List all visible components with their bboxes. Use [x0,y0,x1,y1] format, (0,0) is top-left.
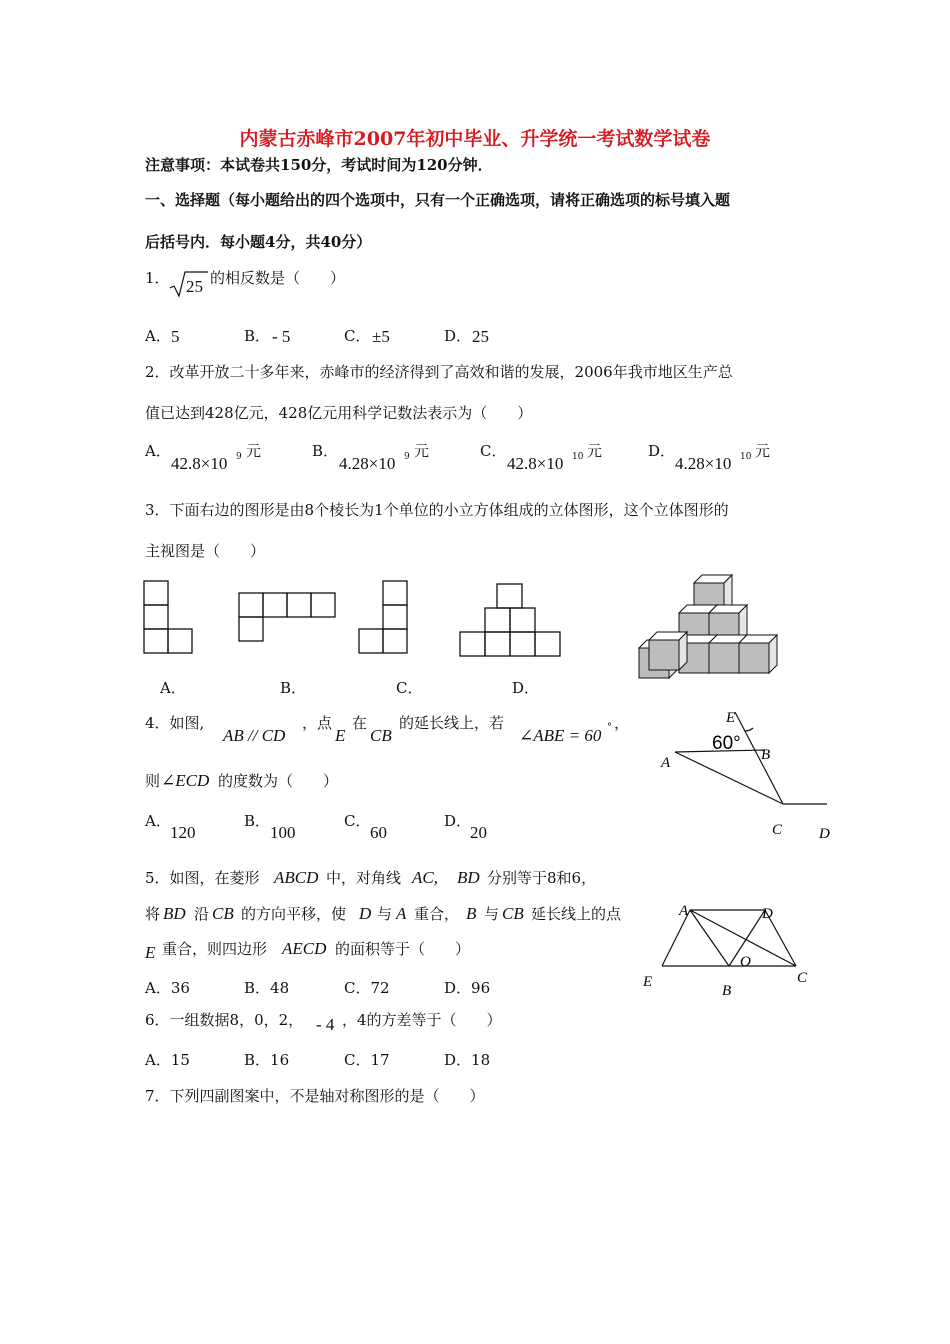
q3-option-a-label: A． [160,679,186,697]
q5-ac: AC, [412,868,438,887]
q3-option-a-figure [143,580,203,660]
q6-option-d: D．18 [444,1051,491,1069]
q3-option-c-figure [358,580,418,660]
q5-line2-e: 重合， [414,905,460,923]
q4-option-a-value: 120 [170,823,196,842]
q6-option-a: A．15 [145,1051,190,1069]
q5-e: E [145,943,156,962]
q3-option-d-label: D． [512,679,540,697]
q5-aecd: AECD [282,939,327,958]
q5-rhombus-figure [640,898,820,998]
q4-text-5: ， [614,714,630,732]
q4-degree: ° [607,722,612,733]
q6-negative: - 4 [316,1015,335,1034]
q6-text-a: 6．一组数据8，0，2， [145,1011,304,1029]
q2-line2: 值已达到428亿元，428亿元用科学记数法表示为（ ） [145,404,533,422]
q1-option-a-letter: A． [145,327,171,345]
q5-line2-f: 与 [484,905,500,923]
q4-fig-label-c: C [772,822,783,838]
q4-option-a-letter: A． [145,812,171,830]
q4-fig-label-a: A [661,755,671,771]
q5-cb2: CB [502,904,524,923]
q4-fig-label-d: D [819,826,830,842]
q5-fig-label-e: E [643,974,653,990]
q4-line2-b: 的度数为（ ） [218,772,339,790]
q4-fig-label-e: E [726,710,736,726]
q2-option-b-letter: B． [312,442,339,460]
q4-prefix: 4．如图, [145,714,205,732]
q4-option-d-letter: D． [444,812,472,830]
q2-option-a-base: 42.8×10 [171,454,228,473]
q5-a: A [396,904,407,923]
q4-text-2: ，点 [302,714,333,732]
q1-option-d-value: 25 [472,327,489,346]
q5-option-b: B．48 [244,979,290,997]
q5-fig-label-b: B [722,983,732,999]
q1-text: 的相反数是（ ） [210,269,346,287]
q4-option-b-value: 100 [270,823,296,842]
q2-line1: 2．改革开放二十多年来，赤峰市的经济得到了高效和谐的发展，2006年我市地区生产总 [145,363,733,381]
q4-option-d-value: 20 [470,823,487,842]
q5-fig-label-a: A [679,903,689,919]
section1-line1: 一、选择题（每小题给出的四个选项中，只有一个正确选项，请将正确选项的标号填入题 [145,191,731,209]
q2-option-b-exp: 9 [404,452,410,462]
q4-text-4: 的延长线上，若 [399,714,505,732]
q2-option-a-letter: A． [145,442,171,460]
q2-option-a-unit: 元 [246,442,262,460]
q3-line2: 主视图是（ ） [145,542,266,560]
q2-option-d-base: 4.28×10 [675,454,732,473]
q4-ask-angle: ∠ECD [161,771,210,790]
q3-line1: 3．下面右边的图形是由8个棱长为1个单位的小立方体组成的立体图形，这个立体图形的 [145,501,729,519]
q4-angle: ∠ABE = 60 [519,726,602,745]
q4-text-3: 在 [352,714,368,732]
notice: 注意事项：本试卷共150分，考试时间为120分钟． [145,156,493,174]
q5-line3-b: 的面积等于（ ） [335,940,471,958]
q4-geometry-figure [655,710,855,840]
q5-abcd: ABCD [274,868,319,887]
q2-option-a-exp: 9 [236,452,242,462]
q1-option-b-value: - 5 [272,327,291,346]
q6-option-b: B．16 [244,1051,290,1069]
q3-option-b-label: B． [280,679,307,697]
q5-bd2: BD [163,904,186,923]
q5-line1-c: 分别等于8和6， [487,869,597,887]
q3-option-b-figure [238,592,348,652]
q1-option-c-letter: C． [344,327,371,345]
page-title: 内蒙古赤峰市2007年初中毕业、升学统一考试数学试卷 [239,128,711,150]
q5-line2-b: 沿 [194,905,210,923]
q5-fig-label-c: C [797,970,808,986]
q2-option-c-base: 42.8×10 [507,454,564,473]
q5-line1-a: 5．如图，在菱形 [145,869,260,887]
q2-option-b-unit: 元 [414,442,430,460]
q3-cube-figure [639,570,789,685]
q2-option-d-unit: 元 [755,442,771,460]
q2-option-d-exp: 10 [740,452,752,462]
q2-option-b-base: 4.28×10 [339,454,396,473]
q5-line3-a: 重合，则四边形 [162,940,268,958]
q2-option-c-letter: C． [480,442,507,460]
q6-option-c: C．17 [344,1051,390,1069]
q4-parallel: AB // CD [223,726,286,745]
q4-option-c-value: 60 [370,823,387,842]
q4-option-c-letter: C． [344,812,371,830]
q6-text-b: ，4的方差等于（ ） [342,1011,502,1029]
q1-option-a-value: 5 [171,327,180,346]
q2-option-d-letter: D． [648,442,676,460]
q4-line2-a: 则 [145,772,161,790]
q5-line2-g: 延长线上的点 [531,905,622,923]
q5-fig-label-o: O [740,954,751,970]
q2-option-c-unit: 元 [587,442,603,460]
q5-line2-c: 的方向平移，使 [241,905,347,923]
q4-point-e: E [335,726,346,745]
q5-option-a: A．36 [145,979,190,997]
q5-d: D [359,904,372,923]
q3-option-d-figure [459,583,569,663]
q4-option-b-letter: B． [244,812,271,830]
q4-line-cb: CB [370,726,392,745]
q5-bd: BD [457,868,480,887]
q5-cb: CB [212,904,234,923]
q1-option-c-value: ±5 [372,327,390,346]
q5-line2-d: 与 [377,905,393,923]
q3-option-c-label: C． [396,679,423,697]
q1-option-d-letter: D． [444,327,472,345]
q1-radicand: 25 [186,277,203,296]
q1-number: 1． [145,269,170,287]
q5-option-c: C．72 [344,979,390,997]
q5-fig-label-d: D [762,906,773,922]
q2-option-c-exp: 10 [572,452,584,462]
q5-option-d: D．96 [444,979,491,997]
q7-text: 7．下列四副图案中，不是轴对称图形的是（ ） [145,1087,485,1105]
q4-fig-label-b: B [761,747,771,763]
q5-b: B [466,904,477,923]
q5-line1-b: 中，对角线 [326,869,402,887]
section1-line2: 后括号内．每小题4分，共40分） [145,233,372,251]
q4-fig-angle: 60° [712,733,741,754]
q1-option-b-letter: B． [244,327,271,345]
q5-line2-a: 将 [145,905,161,923]
